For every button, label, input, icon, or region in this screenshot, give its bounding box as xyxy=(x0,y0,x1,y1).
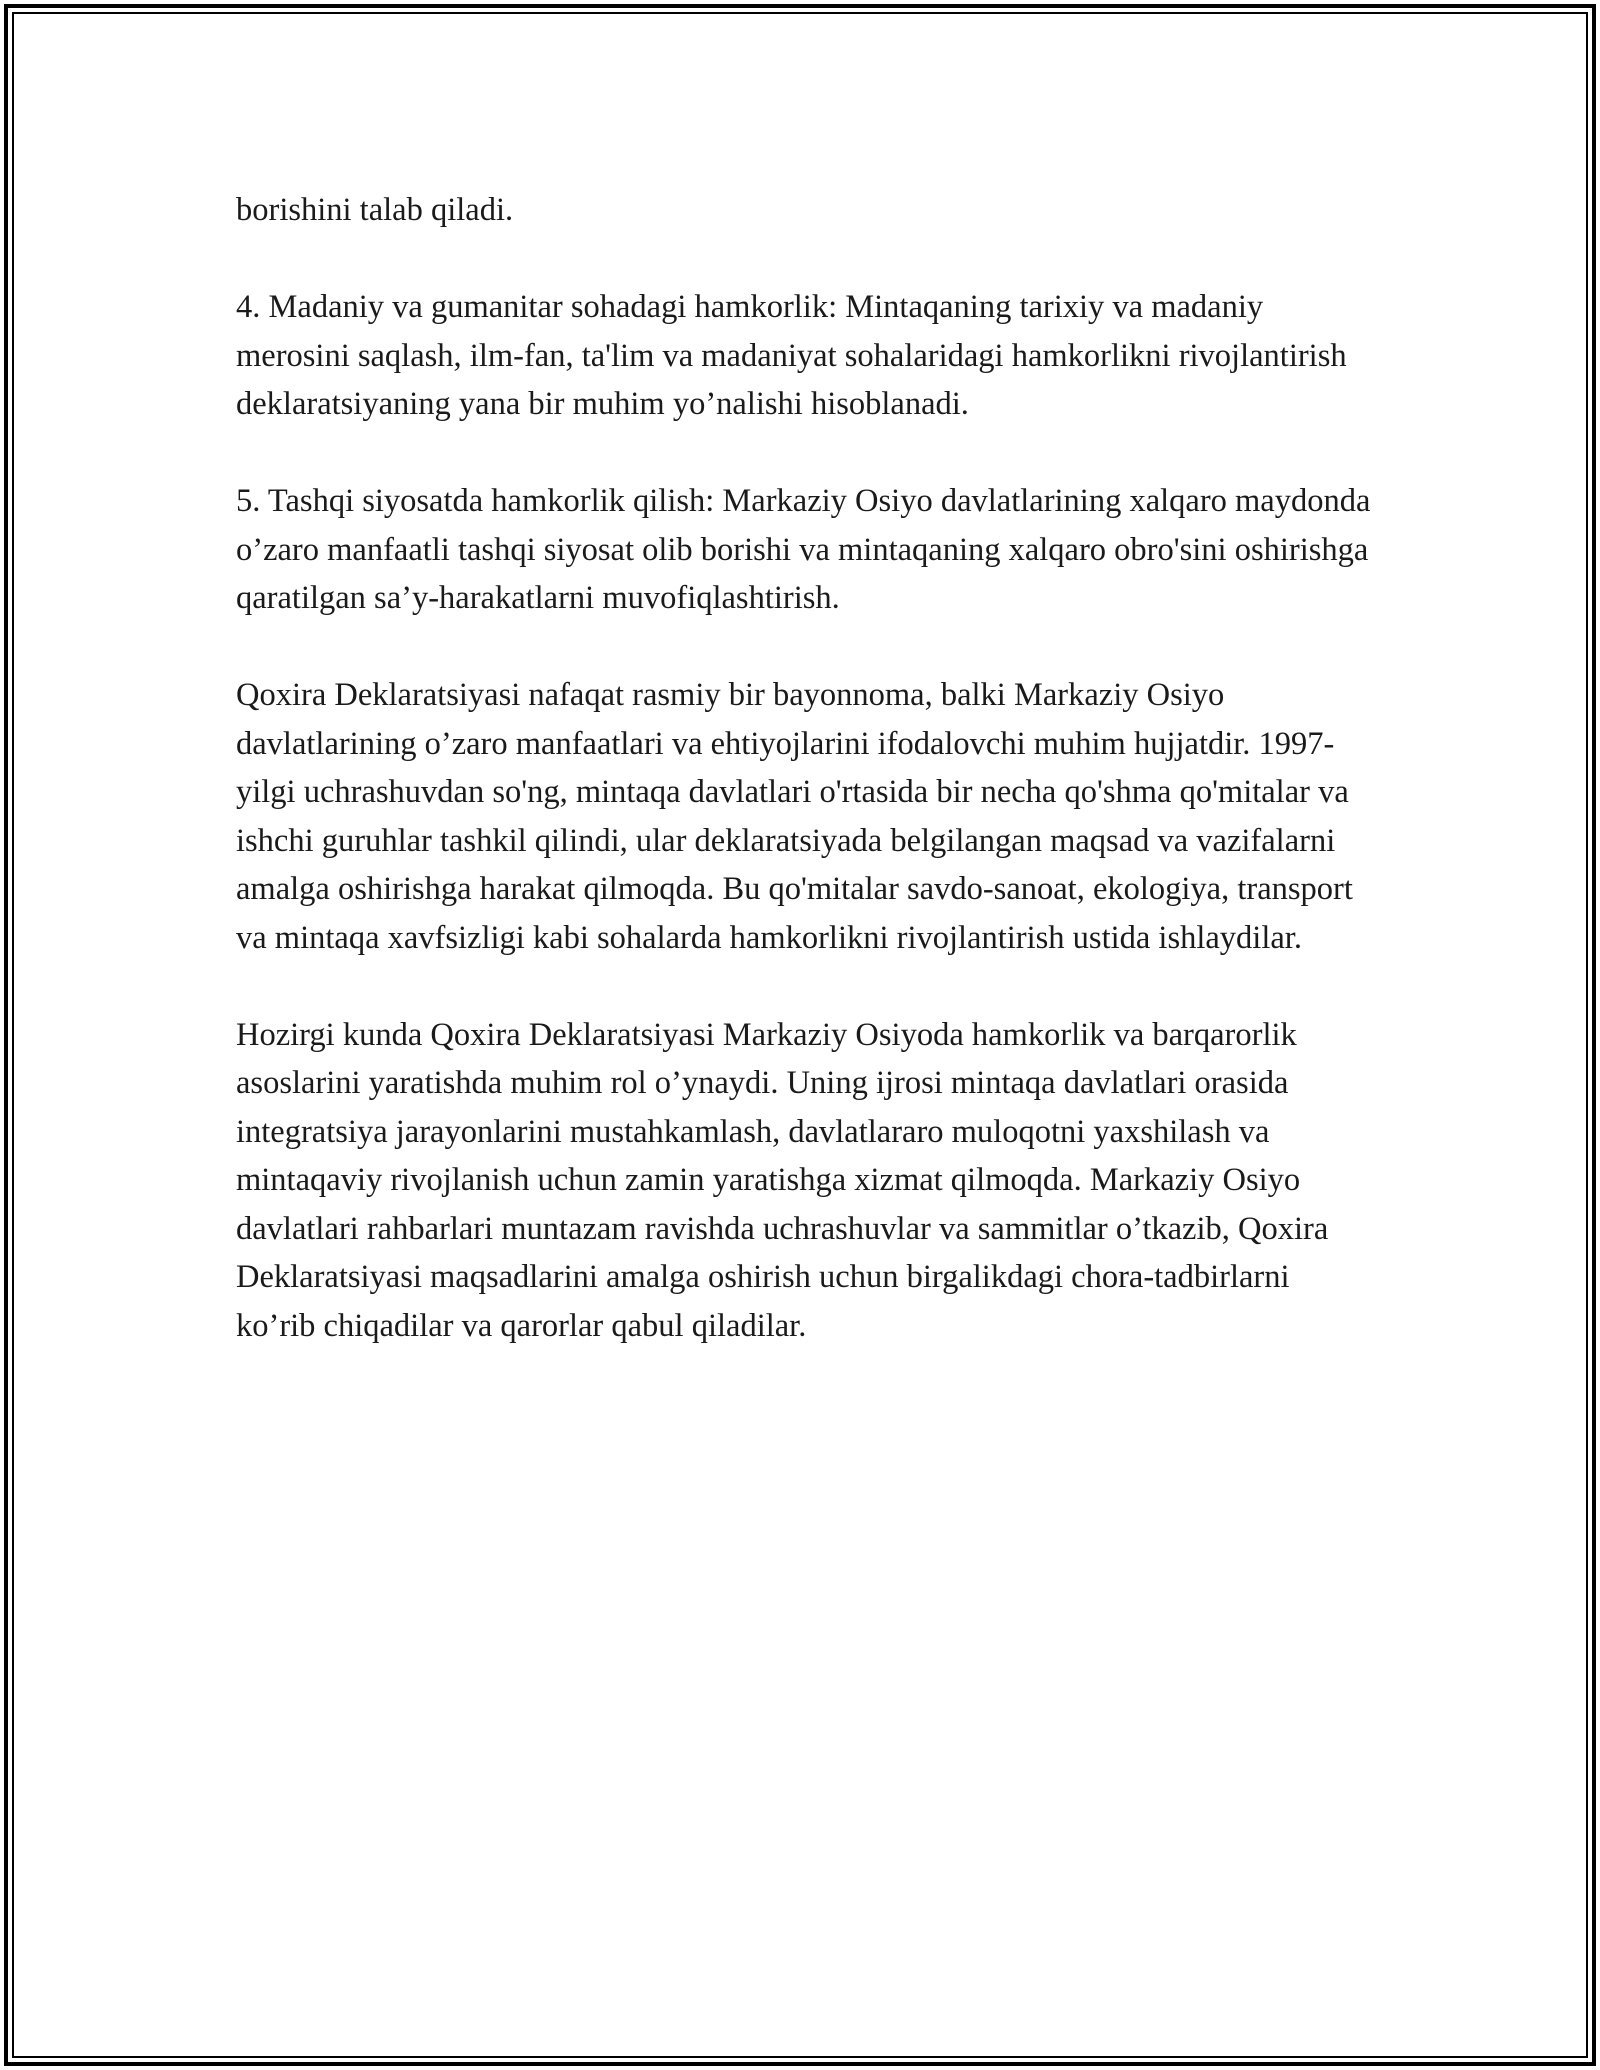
paragraph-declaration-summary: Qoxira Deklaratsiyasi nafaqat rasmiy bir bayonnoma, balki Markaziy Osiyo davlatlarining o’zaro manfaatlari va ehtiyojlarini ifodalovchi muhim hujjatdir. 1997-yilgi uchrashuvdan so'ng, mintaqa davlatlari o'rtasida bir necha qo'shma qo'mitalar va ishchi guruhlar tashkil qilindi, ular deklaratsiyada belgilangan maqsad va vazifalarni amalga oshirishga harakat qilmoqda. Bu qo'mitalar savdo-sanoat, ekologiya, transport va mintaqa xavfsizligi kabi sohalarda hamkorlikni rivojlantirish ustida ishlaydilar. xyxy=(236,677,1353,956)
paragraph-item-4: 4. Madaniy va gumanitar sohadagi hamkorlik: Mintaqaning tarixiy va madaniy merosini saqlash, ilm-fan, ta'lim va madaniyat sohalaridagi hamkorlikni rivojlantirish deklaratsiyaning yana bir muhim yo’nalishi hisoblanadi. xyxy=(236,289,1347,422)
document-body xyxy=(236,186,1376,1399)
paragraph-current-role: Hozirgi kunda Qoxira Deklaratsiyasi Markaziy Osiyoda hamkorlik va barqarorlik asoslarini yaratishda muhim rol o’ynaydi. Uning ijrosi mintaqa davlatlari orasida integratsiya jarayonlarini mustahkamlash, davlatlararo muloqotni yaxshilash va mintaqaviy rivojlanish uchun zamin yaratishga xizmat qilmoqda. Markaziy Osiyo davlatlari rahbarlari muntazam ravishda uchrashuvlar va sammitlar o’tkazib, Qoxira Deklaratsiyasi maqsadlarini amalga oshirish uchun birgalikdagi chora-tadbirlarni ko’rib chiqadilar va qarorlar qabul qiladilar. xyxy=(236,1016,1329,1344)
paragraph-item-5: 5. Tashqi siyosatda hamkorlik qilish: Markaziy Osiyo davlatlarining xalqaro maydonda o’zaro manfaatli tashqi siyosat olib borishi va mintaqaning xalqaro obro'sini oshirishga qaratilgan sa’y-harakatlarni muvofiqlashtirish. xyxy=(236,483,1371,616)
paragraph-continuation: borishini talab qiladi. xyxy=(236,192,514,228)
